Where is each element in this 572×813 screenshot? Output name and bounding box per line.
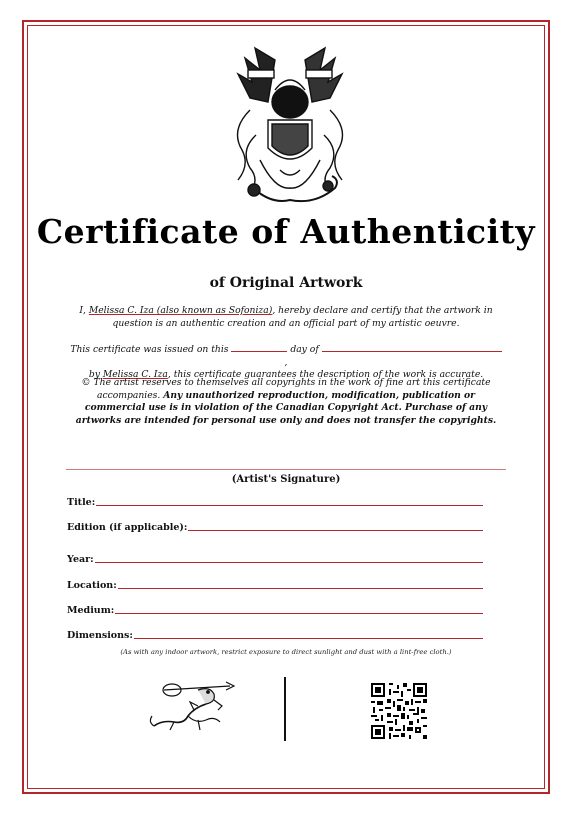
vertical-divider (284, 677, 286, 741)
edition-field-line[interactable] (188, 530, 483, 531)
title-field[interactable] (67, 494, 483, 508)
medium-field-line[interactable] (115, 613, 483, 614)
year-field-label: Year: (67, 554, 94, 565)
certificate-title: Certificate of Authenticity (36, 212, 536, 251)
issue-text-5: , this certificate guarantees the description of the work is accurate. (167, 369, 484, 380)
certificate-subtitle: of Original Artwork (209, 275, 363, 291)
copyright-paragraph (70, 377, 502, 427)
issue-text-4: by (88, 369, 103, 380)
declaration-paragraph (70, 305, 502, 330)
signature-line[interactable] (66, 469, 506, 470)
title-field-label: Title: (67, 497, 96, 508)
dimensions-field-label: Dimensions: (67, 630, 133, 641)
copyright-warning: Any unauthorized reproduction, modification, publication or commercial use is in violation of the Canadian Copyright Act. Purchase of any artworks are intended for personal use only and does not transfer the copyrights. (75, 389, 497, 426)
edition-field[interactable] (67, 519, 483, 533)
title-field-line[interactable] (96, 505, 483, 506)
medium-field[interactable] (67, 602, 483, 616)
declaration-prefix: I, (79, 305, 89, 316)
issue-month-blank[interactable] (322, 342, 502, 352)
copyright-text: © The artist reserves to themselves all copyrights in the work of fine art this certificate accompanies. (81, 377, 491, 401)
dimensions-field[interactable] (67, 627, 483, 641)
dragon-illustration-icon (144, 676, 236, 736)
heraldic-crest-icon (220, 40, 360, 210)
location-field-line[interactable] (118, 588, 483, 589)
declaration-suffix: , hereby declare and certify that the artwork in question is an authentic creation and an official part of my artistic oeuvre. (112, 305, 493, 329)
issue-text-1: This certificate was issued on this (70, 344, 232, 355)
care-note: (As with any indoor artwork, restrict exposure to direct sunlight and dust with a lint-free cloth.) (120, 648, 452, 656)
location-field[interactable] (67, 577, 483, 591)
year-field[interactable] (67, 551, 483, 565)
dimensions-field-line[interactable] (134, 638, 483, 639)
issuer-name: Melissa C. Iza (102, 369, 168, 380)
artist-name: Melissa C. Iza (also known as Sofoniza) (88, 305, 273, 316)
qr-code-icon (371, 683, 427, 739)
issue-day-blank[interactable] (231, 342, 287, 352)
issue-text-2: day of (287, 344, 322, 355)
issue-text-3: , (284, 356, 288, 368)
issue-paragraph (70, 342, 502, 382)
location-field-label: Location: (67, 580, 117, 591)
medium-field-label: Medium: (67, 605, 115, 616)
edition-field-label: Edition (if applicable): (67, 522, 188, 533)
year-field-line[interactable] (95, 562, 483, 563)
signature-label: (Artist's Signature) (231, 474, 341, 485)
